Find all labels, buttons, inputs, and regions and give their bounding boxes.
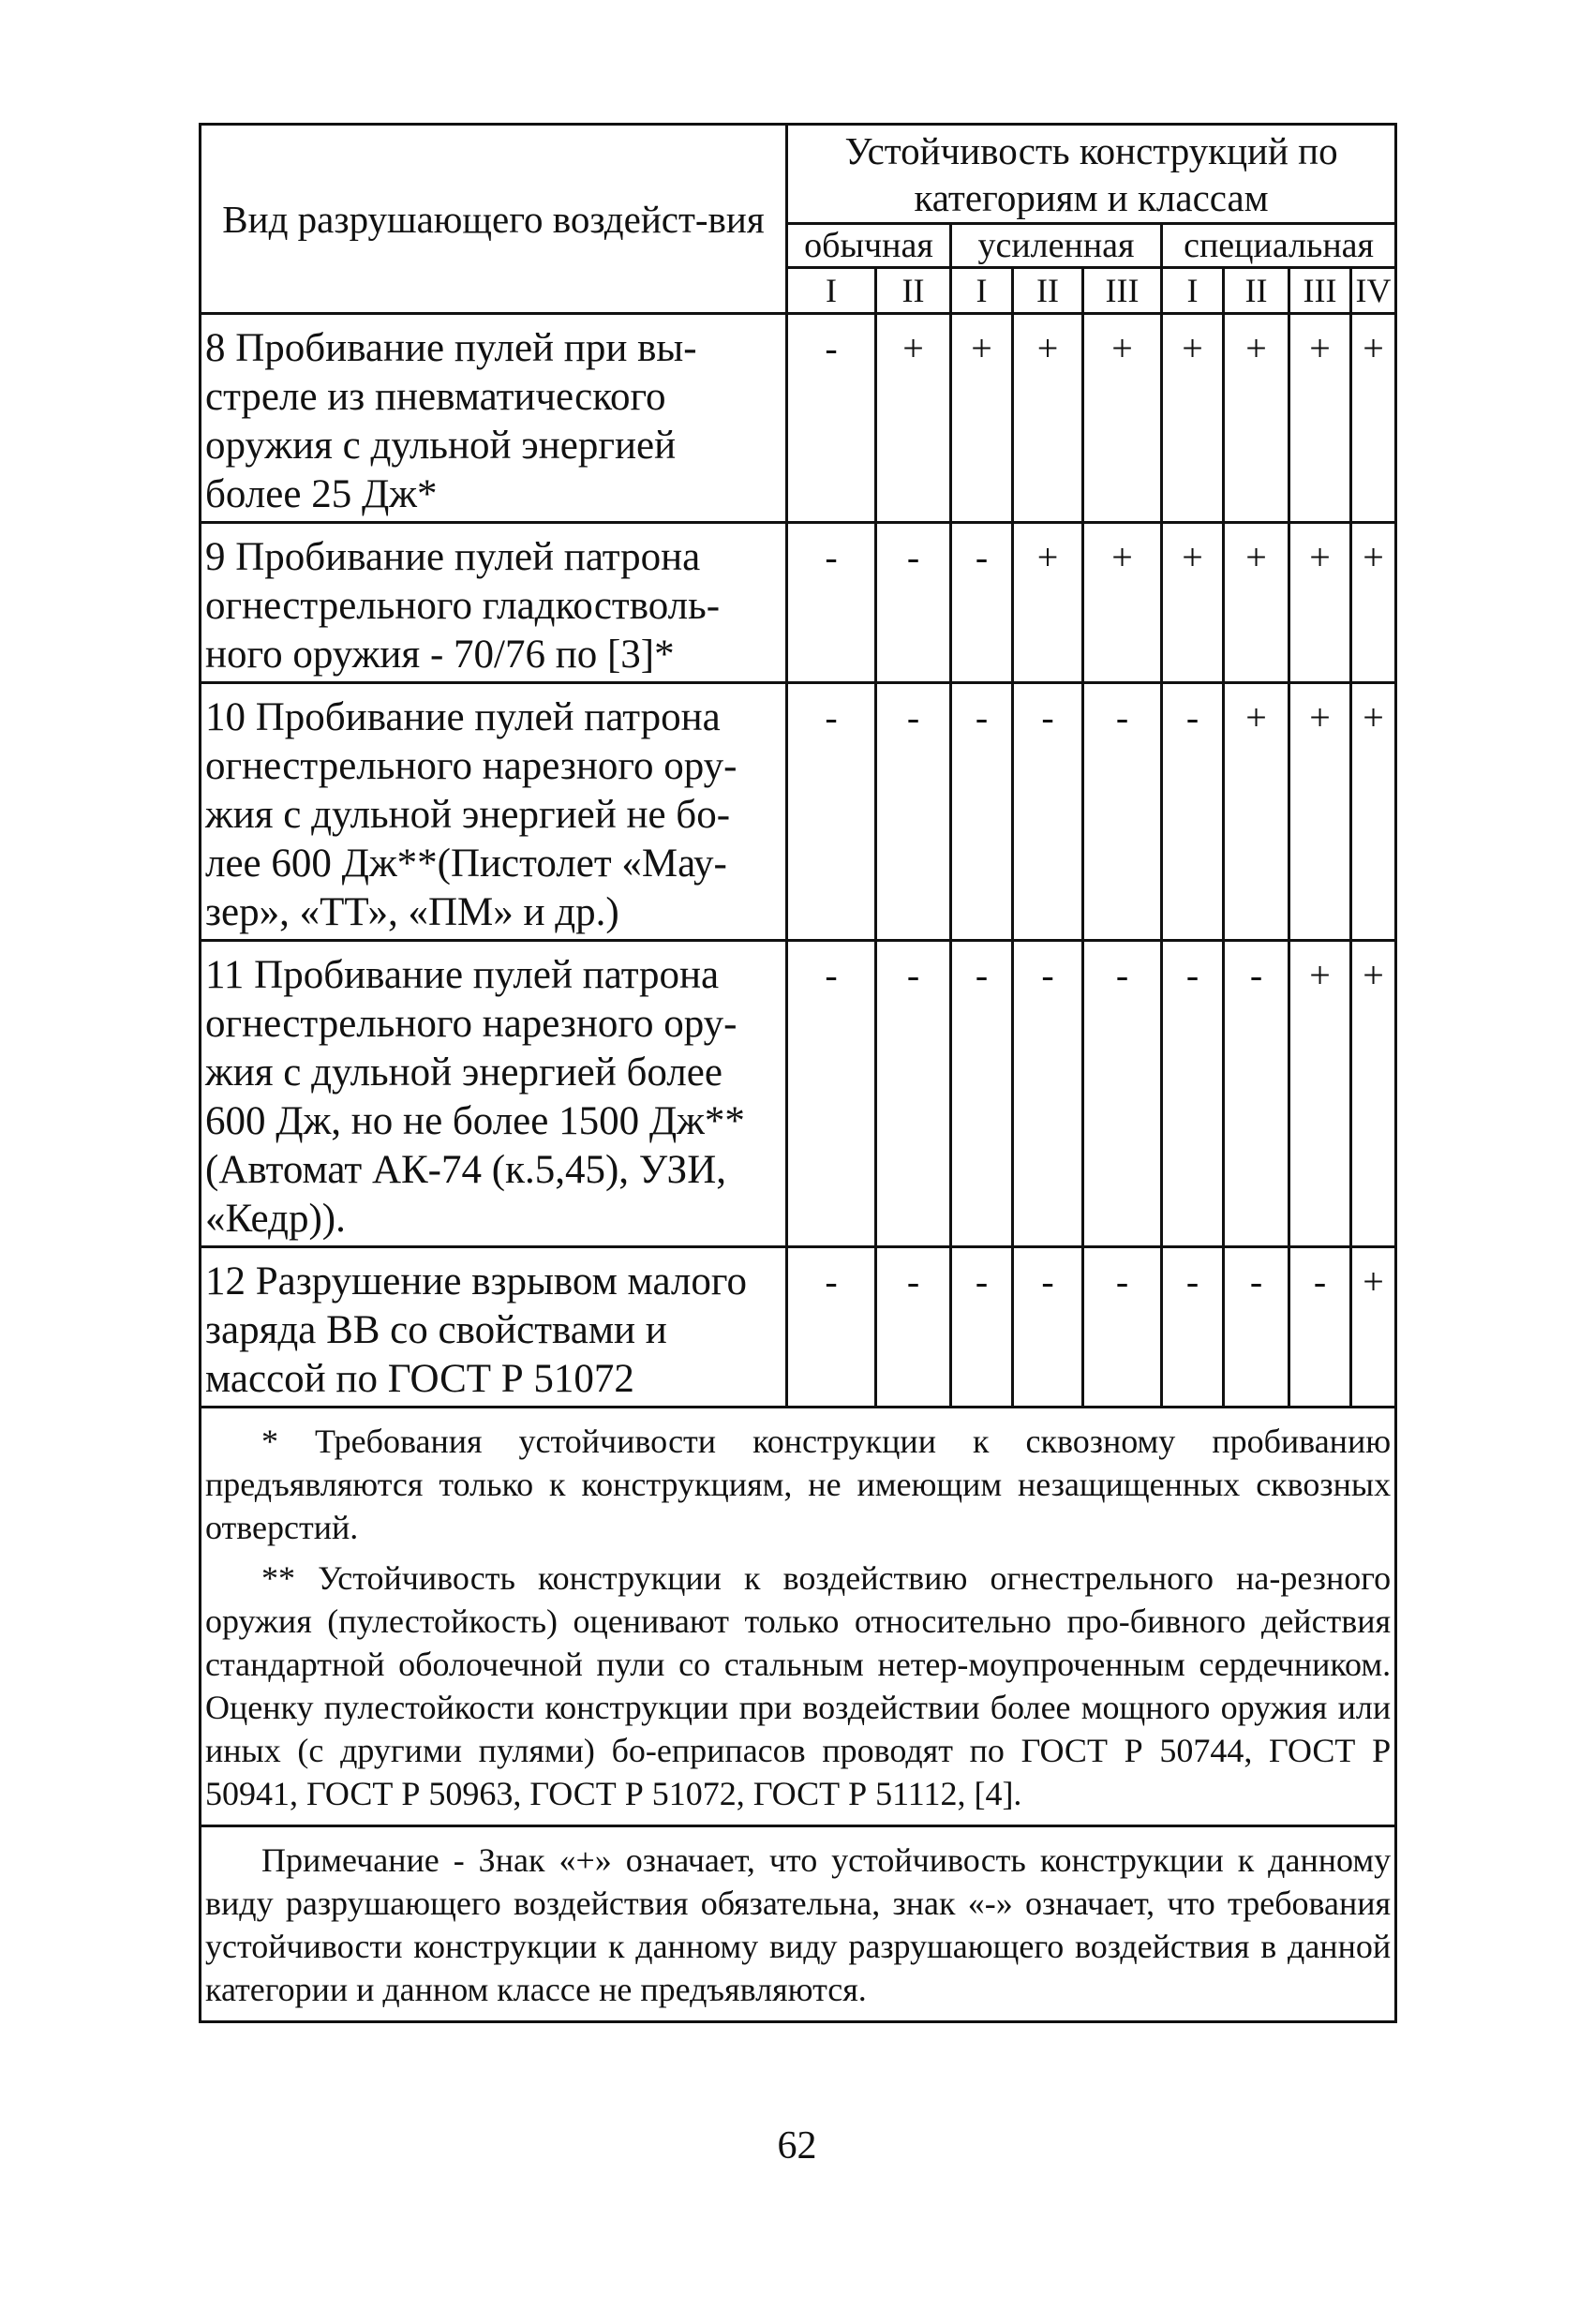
row-mark: - [876, 1247, 951, 1408]
header-class: III [1083, 268, 1162, 314]
row-mark: + [1162, 314, 1224, 523]
row-mark: - [787, 523, 876, 683]
row-mark: - [1224, 1247, 1289, 1408]
row-mark: - [1013, 941, 1083, 1247]
row-mark: - [951, 941, 1013, 1247]
page-number: 62 [777, 2124, 817, 2168]
row-mark: - [951, 1247, 1013, 1408]
row-mark: - [951, 523, 1013, 683]
row-mark: + [1162, 523, 1224, 683]
row-description: 10 Пробивание пулей патрона огнестрельного нарезного ору-жия с дульной энергией не бо-лее 600 Дж**(Пистолет «Мау-зер», «ТТ», «ПМ» и др.) [201, 683, 787, 941]
row-mark: - [1224, 941, 1289, 1247]
footnotes-row [201, 1408, 1396, 1826]
row-mark: + [1351, 1247, 1396, 1408]
row-mark: - [1083, 683, 1162, 941]
row-mark: + [1224, 683, 1289, 941]
row-mark: - [787, 683, 876, 941]
row-mark: + [1351, 683, 1396, 941]
row-mark: + [1013, 523, 1083, 683]
row-mark: - [1083, 941, 1162, 1247]
row-description: 8 Пробивание пулей при вы-стреле из пневматического оружия с дульной энергией более 25 Дж* [201, 314, 787, 523]
header-class: II [1013, 268, 1083, 314]
row-mark: + [876, 314, 951, 523]
row-mark: - [1162, 1247, 1224, 1408]
header-class: II [876, 268, 951, 314]
row-mark: + [1289, 683, 1351, 941]
row-mark: + [951, 314, 1013, 523]
table-row [201, 523, 1396, 683]
table-row [201, 314, 1396, 523]
table-row [201, 1247, 1396, 1408]
row-mark: - [787, 941, 876, 1247]
note-row [201, 1826, 1396, 2022]
row-mark: - [876, 523, 951, 683]
row-mark: - [1162, 683, 1224, 941]
note [201, 1826, 1396, 2022]
row-mark: + [1083, 523, 1162, 683]
row-mark: - [1013, 683, 1083, 941]
footnote-single-star: * Требования устойчивости конструкции к сквозному пробиванию предъявляются только к конструкциям, не имеющим незащищенных сквозных отверстий. [205, 1423, 1392, 1546]
header-class: I [1162, 268, 1224, 314]
row-description: 11 Пробивание пулей патрона огнестрельного нарезного ору-жия с дульной энергией более 600 Дж, но не более 1500 Дж**(Автомат АК-74 (к.5,45), УЗИ, «Кедр)). [201, 941, 787, 1247]
row-description: 9 Пробивание пулей патрона огнестрельного гладкостволь-ного оружия - 70/76 по [3]* [201, 523, 787, 683]
row-mark: + [1013, 314, 1083, 523]
row-mark: + [1351, 314, 1396, 523]
row-mark: - [787, 1247, 876, 1408]
header-class: II [1224, 268, 1289, 314]
row-mark: + [1289, 523, 1351, 683]
header-class: III [1289, 268, 1351, 314]
header-impact-type: Вид разрушающего воздейст-вия [201, 125, 787, 314]
table-row [201, 683, 1396, 941]
header-category-reinforced: усиленная [951, 224, 1162, 268]
row-mark: + [1289, 314, 1351, 523]
row-mark: + [1224, 523, 1289, 683]
stability-table [199, 123, 1397, 2023]
row-mark: - [1083, 1247, 1162, 1408]
row-mark: + [1351, 941, 1396, 1247]
header-class: IV [1351, 268, 1396, 314]
row-mark: + [1224, 314, 1289, 523]
row-mark: - [951, 683, 1013, 941]
header-class: I [787, 268, 876, 314]
row-mark: - [1013, 1247, 1083, 1408]
header-category-ordinary: обычная [787, 224, 951, 268]
table-row [201, 941, 1396, 1247]
row-mark: - [1162, 941, 1224, 1247]
row-mark: - [876, 683, 951, 941]
row-mark: + [1351, 523, 1396, 683]
footnotes [201, 1408, 1396, 1826]
row-mark: + [1083, 314, 1162, 523]
row-description: 12 Разрушение взрывом малого заряда ВВ со свойствами и массой по ГОСТ Р 51072 [201, 1247, 787, 1408]
row-mark: - [876, 941, 951, 1247]
note-text: Примечание - Знак «+» означает, что устойчивость конструкции к данному виду разрушающего воздействия обязательна, знак «-» означает, что требования устойчивости конструкции к данному виду разрушающего воздействия в данной категории и данном классе не предъявляются. [205, 1841, 1392, 2008]
header-class: I [951, 268, 1013, 314]
header-category-special: специальная [1162, 224, 1396, 268]
header-stability: Устойчивость конструкций по категориям и классам [787, 125, 1396, 224]
footnote-double-star: ** Устойчивость конструкции к воздействию огнестрельного на-резного оружия (пулестойкость) оценивают только относительно про-бивного действия стандартной оболочечной пули со стальным нетер-моупроченным сердечником. Оценку пулестойкости конструкции при воздействии более мощного оружия или иных (с другими пулями) бо-еприпасов проводят по ГОСТ Р 50744, ГОСТ Р 50941, ГОСТ Р 50963, ГОСТ Р 51072, ГОСТ Р 51112, [4]. [205, 1559, 1392, 1812]
row-mark: - [787, 314, 876, 523]
row-mark: + [1289, 941, 1351, 1247]
row-mark: - [1289, 1247, 1351, 1408]
